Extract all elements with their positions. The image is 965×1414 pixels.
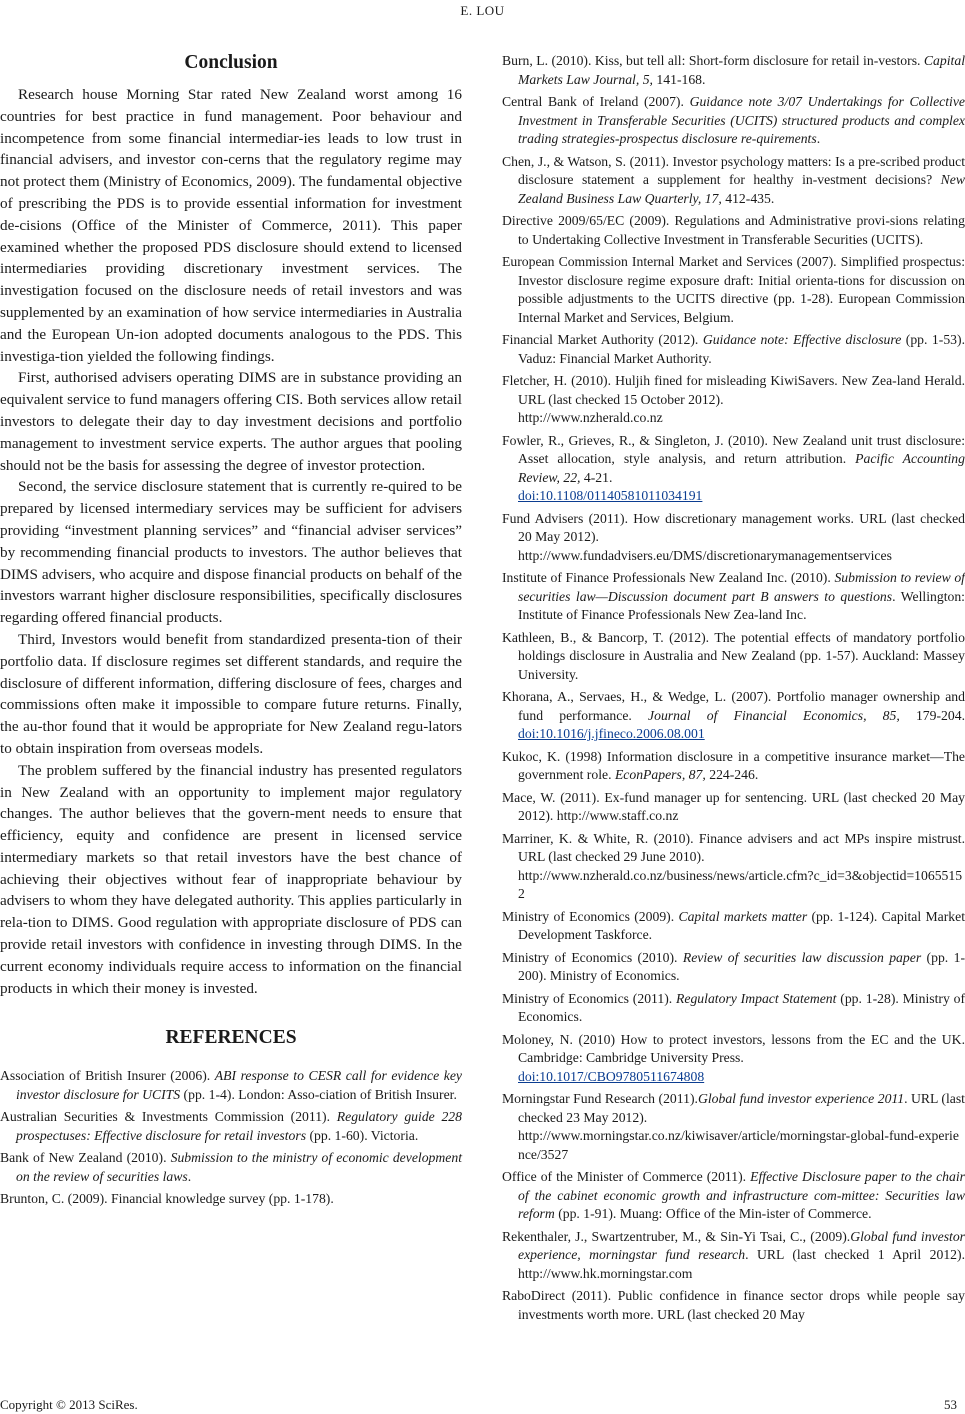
reference-title: EconPapers, 87, bbox=[614, 767, 706, 782]
reference-text: 179-204. bbox=[899, 707, 965, 723]
reference-entry bbox=[0, 1190, 462, 1209]
reference-text: Office of the Minister of Commerce (2011). bbox=[502, 1169, 751, 1184]
reference-entry bbox=[502, 253, 965, 327]
reference-text: Ministry of Economics (2010). bbox=[502, 949, 683, 965]
running-head: E. LOU bbox=[460, 3, 505, 18]
reference-entry bbox=[502, 52, 965, 89]
reference-text: Central Bank of Ireland (2007). bbox=[502, 94, 690, 109]
reference-text: . Wellington: Institute of Finance Professionals New Zea-land Inc. bbox=[518, 588, 965, 622]
reference-entry bbox=[0, 1067, 462, 1104]
reference-text: Financial Market Authority (2012). bbox=[502, 332, 703, 347]
reference-text: Moloney, N. (2010) How to protect investors, lessons from the EC and the UK. Cambridge: Cambridge University Press. bbox=[502, 1031, 965, 1065]
reference-text: (pp. 1-124). Capital Market Development Taskforce. bbox=[518, 908, 965, 942]
reference-text: Chen, J., & Watson, S. (2011). Investor psychology matters: Is a pre-scribed product disclosure statement a supplement for healthy in-vestment decisions? bbox=[502, 153, 965, 187]
reference-text: (pp. 1-53). Vaduz: Financial Market Authority. bbox=[518, 332, 965, 366]
conclusion-paragraph: The problem suffered by the financial industry has presented regulators in New Zealand with an opportunity to implement major regulatory changes. The author believes that the govern-ment needs to ensure that efficiency, equity and confidence are present in licensed service intermediary markets so that retail investors have the best chance of achieving their objectives without fear of inappropriate behaviour by advisers to whom they have delegated authority. This applies particularly in rela-tion to DIMS. Good regulation with appropriate disclosure of PDS can provide retail investors with confidence in investing through DIMS. In the current economy individuals require access to information on the financial products in which their money is invested. bbox=[0, 761, 462, 997]
reference-entry bbox=[502, 629, 965, 685]
reference-text: Fund Advisers (2011). How discretionary management works. URL (last checked 20 May 2012). bbox=[502, 510, 965, 544]
reference-text: (pp. 1-60). Victoria. bbox=[306, 1127, 419, 1143]
reference-text: 141-168. bbox=[652, 71, 706, 87]
reference-text: Brunton, C. (2009). Financial knowledge survey (pp. 1-178). bbox=[0, 1191, 334, 1207]
reference-entry bbox=[502, 1228, 965, 1284]
reference-text: Kathleen, B., & Bancorp, T. (2012). The potential effects of mandatory portfolio holdings disclosure in Australia and New Zealand (pp. 1-57). Auckland: Massey University. bbox=[502, 629, 965, 682]
reference-title: Submission to review of securities law—Discussion document part B answers to questions bbox=[518, 570, 965, 604]
reference-text: Morningstar Fund Research (2011). bbox=[502, 1091, 698, 1106]
reference-text: Directive 2009/65/EC (2009). Regulations and Administrative provi-sions relating to Undertaking Collective Investment in Transferable Securities (UCITS). bbox=[502, 213, 965, 247]
reference-entry bbox=[502, 331, 965, 368]
reference-entry bbox=[502, 1090, 965, 1164]
right-column bbox=[502, 52, 965, 1328]
reference-entry bbox=[502, 688, 965, 744]
reference-entry bbox=[502, 789, 965, 826]
reference-list-left bbox=[0, 1067, 462, 1209]
reference-entry bbox=[502, 1168, 965, 1224]
conclusion-paragraph: Second, the service disclosure statement that is currently re-quired to be prepared by licensed intermediary services may be sufficient for advisers providing “investment planning services” and “financial adviser services” by recommending financial products to investors. The author believes that DIMS advisers, who acquire and dispose financial products on behalf of the investors warrant higher disclosure responsibilities, specifically disclosures regarding offered financial products. bbox=[0, 478, 462, 627]
reference-doi-link[interactable]: doi:10.1016/j.jfineco.2006.08.001 bbox=[518, 726, 705, 741]
reference-text: Fletcher, H. (2010). Huljih fined for misleading KiwiSavers. New Zea-land Herald. URL (last checked 15 October 2012). bbox=[502, 373, 965, 407]
reference-entry bbox=[502, 990, 965, 1027]
reference-text: (pp. 1-4). London: Asso-ciation of British Insurer. bbox=[180, 1086, 457, 1102]
reference-title: Review of securities law discussion paper bbox=[682, 949, 922, 965]
reference-text: Marriner, K. & White, R. (2010). Finance advisers and act MPs inspire mistrust. URL (last checked 29 June 2010). bbox=[502, 830, 965, 864]
reference-url: http://www.fundadvisers.eu/DMS/discretionarymanagementservices bbox=[518, 547, 892, 563]
reference-list-right bbox=[502, 52, 965, 1324]
reference-text: . URL (last checked 23 May 2012). bbox=[518, 1091, 965, 1125]
reference-title: Submission to the ministry of economic development on the review of securities laws bbox=[16, 1150, 462, 1184]
reference-entry bbox=[502, 510, 965, 566]
reference-title: Capital Markets Law Journal, 5, bbox=[518, 53, 965, 87]
reference-text: . bbox=[187, 1168, 192, 1184]
copyright-notice: Copyright © 2013 SciRes. bbox=[0, 1397, 138, 1412]
reference-entry bbox=[502, 372, 965, 428]
reference-entry bbox=[502, 432, 965, 506]
conclusion-paragraph: First, authorised advisers operating DIMS are in substance providing an equivalent service to fund managers offering CIS. Both services allow retail investors to delegate their day to day investment decisions and portfolio management to investment service experts. The author argues that pooling should not be the basis for assessing the degree of investor protection. bbox=[0, 369, 462, 474]
reference-text: Bank of New Zealand (2010). bbox=[0, 1150, 171, 1166]
reference-entry bbox=[0, 1108, 462, 1145]
reference-entry bbox=[502, 830, 965, 904]
reference-title: ABI response to CESR call for evidence key investor disclosure for UCITS bbox=[16, 1068, 462, 1102]
conclusion-paragraph: Third, Investors would benefit from standardized presenta-tion of their portfolio data. If disclosure regimes set different standards, and require the disclosure of different information, differing disclosure of fees, charges and commissions often make it impossible to compare future returns. Finally, the au-thor found that it would be appropriate for New Zealand regu-lators to obtain inspiration from overseas models. bbox=[0, 630, 462, 757]
reference-url: http://www.morningstar.co.nz/kiwisaver/article/morningstar-global-fund-experience/3527 bbox=[518, 1128, 959, 1162]
reference-title: Regulatory Impact Statement bbox=[676, 990, 837, 1006]
reference-url: http://www.nzherald.co.nz bbox=[518, 410, 663, 425]
reference-text: . bbox=[816, 131, 821, 146]
reference-text: Association of British Insurer (2006). bbox=[0, 1068, 215, 1084]
reference-entry bbox=[502, 212, 965, 249]
reference-text: (pp. 1-28). Ministry of Economics. bbox=[518, 990, 965, 1024]
conclusion-heading: Conclusion bbox=[184, 52, 278, 73]
reference-text: Khorana, A., Servaes, H., & Wedge, L. (2007). Portfolio manager ownership and fund performance. bbox=[502, 689, 965, 723]
reference-text: . URL (last checked 1 April 2012). http://www.hk.morningstar.com bbox=[518, 1247, 965, 1281]
page-number: 53 bbox=[944, 1397, 957, 1412]
reference-text: Fowler, R., Grieves, R., & Singleton, J. (2010). New Zealand unit trust disclosure: Asset allocation, style analysis, and return attribution. bbox=[502, 432, 965, 466]
reference-url: http://www.nzherald.co.nz/business/news/article.cfm?c_id=3&objectid=10655152 bbox=[518, 867, 963, 901]
reference-entry bbox=[502, 1287, 965, 1324]
reference-entry bbox=[502, 748, 965, 785]
reference-title: Effective Disclosure paper to the chair of the cabinet economic growth and infrastructure com-mittee: Securities law reform bbox=[518, 1169, 965, 1221]
reference-doi-link[interactable]: doi:10.1017/CBO9780511674808 bbox=[518, 1068, 705, 1084]
reference-title: Guidance note: Effective disclosure bbox=[702, 332, 902, 347]
reference-doi-link[interactable]: doi:10.1108/01140581011034191 bbox=[518, 488, 703, 503]
reference-text: Ministry of Economics (2011). bbox=[502, 990, 677, 1006]
reference-text: RaboDirect (2011). Public confidence in finance sector drops while people say investments worth more. URL (last checked 20 May bbox=[502, 1288, 965, 1322]
reference-text: Institute of Finance Professionals New Zealand Inc. (2010). bbox=[502, 570, 835, 585]
reference-text: (pp. 1-200). Ministry of Economics. bbox=[518, 949, 965, 983]
reference-entry bbox=[502, 93, 965, 149]
left-column bbox=[0, 50, 462, 1213]
reference-entry bbox=[502, 949, 965, 986]
reference-title: Capital markets matter bbox=[678, 908, 808, 924]
reference-entry bbox=[502, 153, 965, 209]
reference-title: Pacific Accounting Review, 22, bbox=[518, 451, 965, 485]
reference-text: Australian Securities & Investments Commission (2011). bbox=[0, 1109, 337, 1125]
reference-text: Rekenthaler, J., Swartzentruber, M., & Sin-Yi Tsai, C., (2009). bbox=[502, 1228, 851, 1244]
reference-entry bbox=[0, 1149, 462, 1186]
reference-text: 224-246. bbox=[705, 767, 759, 782]
reference-text: 412-435. bbox=[721, 190, 775, 206]
reference-text: Burn, L. (2010). Kiss, but tell all: Short-form disclosure for retail in-vestors. bbox=[502, 53, 924, 68]
reference-entry bbox=[502, 1031, 965, 1087]
reference-text: Kukoc, K. (1998) Information disclosure in a competitive insurance market—The government role. bbox=[502, 748, 965, 782]
references-heading: REFERENCES bbox=[165, 1027, 297, 1049]
reference-entry bbox=[502, 908, 965, 945]
reference-entry bbox=[502, 569, 965, 625]
conclusion-paragraph: Research house Morning Star rated New Zealand worst among 16 countries for best practice in fund management. Poor behaviour and incompetence from some financial intermediar-ies leads to low trust in financial advisers, and investor con-cerns that the regulatory regime may not protect them (Ministry of Economics, 2009). The fundamental objective of prescribing the PDS is to provide essential information for investment de-cisions (Office of the Minister of Commerce, 2011). This paper examined whether the proposed PDS disclosure should extend to licensed intermediaries providing discretionary investment services. The investigation focused on the disclosure needs of retail investors and was supplemented by an examination of how service intermediaries in Australia and the European Un-ion adopted documents analogous to the PDS. This investiga-tion yielded the following findings. bbox=[0, 86, 462, 365]
reference-title: Guidance note 3/07 Undertakings for Collective Investment in Transferable Securities (UCITS) structured products and complex trading strategies-prospectus disclosure re-quirements bbox=[518, 94, 965, 146]
reference-text: Mace, W. (2011). Ex-fund manager up for sentencing. URL (last checked 20 May 2012). http://www.staff.co.nz bbox=[502, 789, 965, 823]
reference-title: Regulatory guide 228 prospectuses: Effective disclosure for retail investors bbox=[16, 1109, 462, 1143]
reference-text: European Commission Internal Market and Services (2007). Simplified prospectus: Investor disclosure regime exposure draft: Initial orienta-tions for discussion on possible adjustments to the UCITS directive (pp. 1-28). European Commission Internal Market and Services, Belgium. bbox=[502, 254, 965, 325]
reference-text: Ministry of Economics (2009). bbox=[502, 908, 679, 924]
reference-title: New Zealand Business Law Quarterly, 17, bbox=[518, 172, 965, 206]
reference-text: 4-21. bbox=[580, 469, 613, 485]
reference-title: Global fund investor experience, morningstar fund research bbox=[518, 1228, 965, 1262]
reference-text: (pp. 1-91). Muang: Office of the Min-ister of Commerce. bbox=[554, 1206, 872, 1221]
reference-title: Journal of Financial Economics, 85, bbox=[648, 707, 900, 723]
reference-title: Global fund investor experience 2011 bbox=[697, 1091, 905, 1106]
